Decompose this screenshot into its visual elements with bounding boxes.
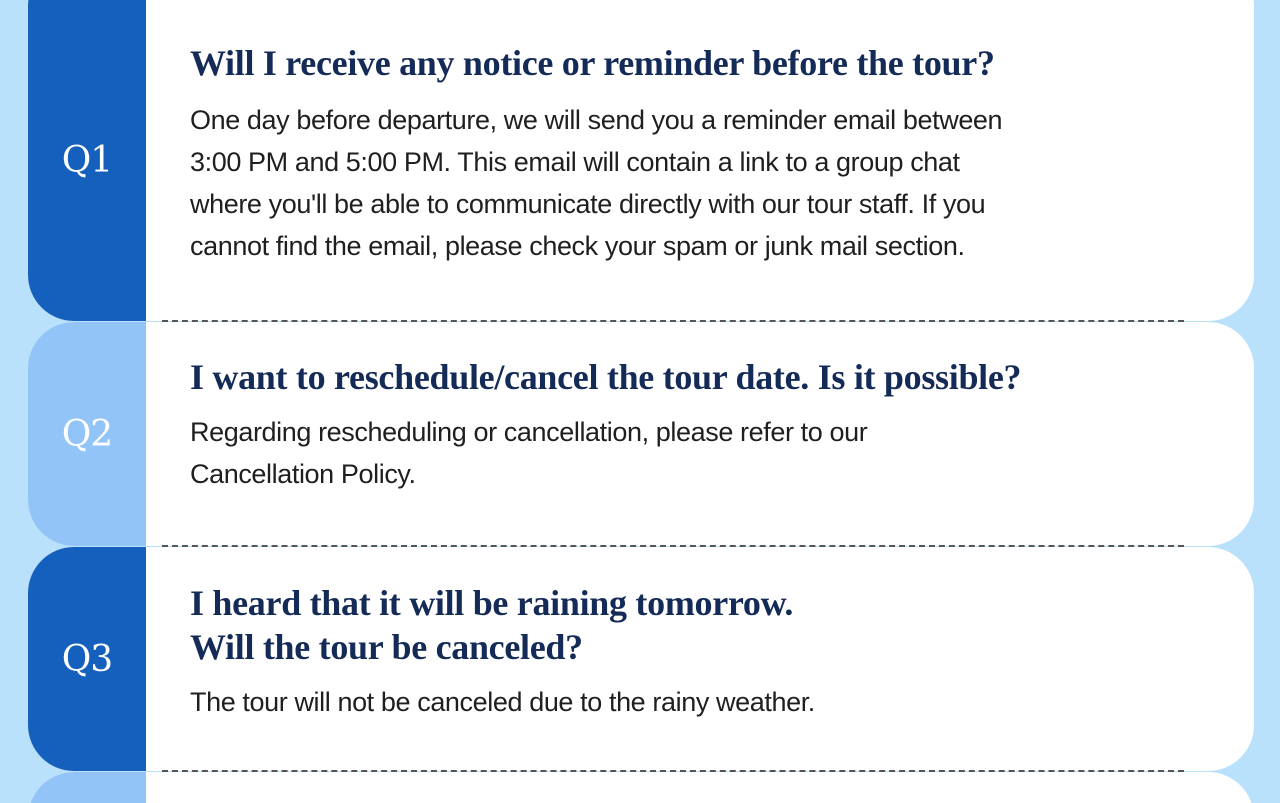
faq-answer <box>190 411 1194 495</box>
faq-item-q1 <box>28 0 1254 321</box>
question-number-badge <box>28 772 146 803</box>
question-number-badge: Q3 <box>28 547 146 771</box>
faq-question-line: Will the tour be canceled? <box>190 627 583 667</box>
question-number-badge: Q2 <box>28 322 146 546</box>
answer-line: where you'll be able to communicate directly with our tour staff. If you <box>190 189 986 219</box>
faq-question: I want to reschedule/cancel the tour date. Is it possible? <box>190 357 1022 397</box>
faq-answer <box>190 681 1194 723</box>
answer-line: One day before departure, we will send you a reminder email between <box>190 105 1003 135</box>
answer-line: Regarding rescheduling or cancellation, please refer to our <box>190 417 868 447</box>
faq-question: Will I receive any notice or reminder before the tour? <box>190 43 995 83</box>
answer-line: 3:00 PM and 5:00 PM. This email will contain a link to a group chat <box>190 147 960 177</box>
answer-line: The tour will not be canceled due to the rainy weather. <box>190 687 815 717</box>
faq-item-q4 <box>28 772 1254 803</box>
answer-line: Cancellation Policy. <box>190 459 416 489</box>
faq-item-q3 <box>28 547 1254 771</box>
faq-answer <box>190 99 1194 267</box>
faq-question-line: I heard that it will be raining tomorrow. <box>190 583 794 623</box>
faq-item-q2 <box>28 322 1254 546</box>
answer-line: cannot find the email, please check your spam or junk mail section. <box>190 231 965 261</box>
question-number-badge: Q1 <box>28 0 146 321</box>
